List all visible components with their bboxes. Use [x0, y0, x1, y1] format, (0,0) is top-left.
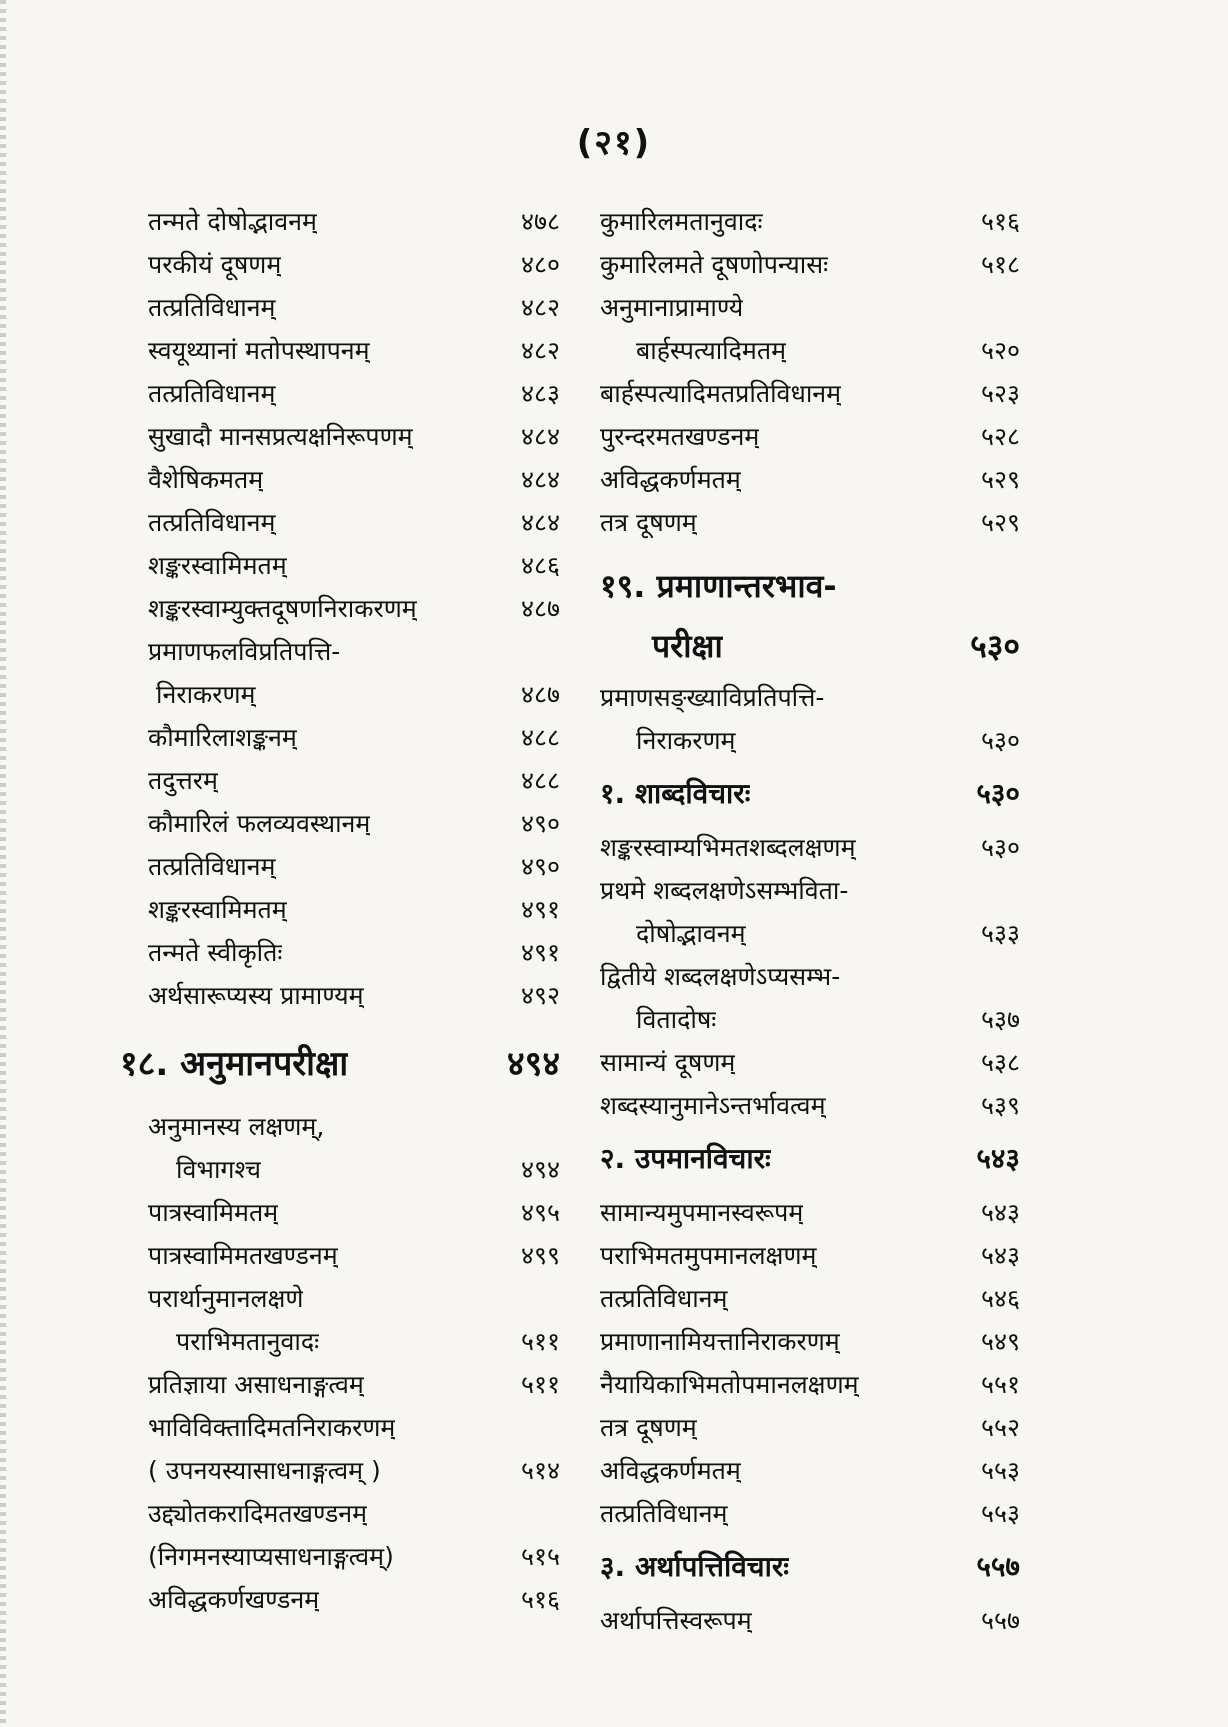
toc-entry-title: सामान्यमुपमानस्वरूपम्: [600, 1198, 804, 1227]
toc-entry-title: उद्द्योतकरादिमतखण्डनम्: [148, 1499, 368, 1528]
toc-entry-title: शब्दस्यानुमानेऽन्तर्भावत्वम्: [600, 1091, 826, 1120]
toc-entry-title: शङ्करस्वामिमतम्: [148, 551, 287, 580]
toc-entry-page: ४८७: [520, 680, 560, 709]
toc-entry-title: परार्थानुमानलक्षणे: [148, 1284, 304, 1313]
toc-entry-title: बार्हस्पत्यादिमतम्: [636, 336, 787, 365]
toc-entry: [600, 1191, 1020, 1234]
toc-entry-page: ४९१: [520, 895, 560, 924]
toc-entry-page: ४९०: [520, 852, 560, 881]
toc-entry: [120, 888, 560, 931]
toc-entry: [600, 1541, 1020, 1593]
toc-entry: [600, 1599, 1020, 1642]
toc-entry-title: अविद्धकर्णमतम्: [600, 465, 741, 494]
toc-entry-page: ५५३: [980, 1456, 1020, 1485]
toc-entry-page: ५४३: [976, 1142, 1020, 1175]
toc-entry: [120, 1234, 560, 1277]
toc-entry-page: ५४६: [980, 1284, 1020, 1313]
toc-entry-title: शङ्करस्वाम्युक्तदूषणनिराकरणम्: [148, 594, 417, 623]
toc-entry-page: ५२९: [980, 508, 1020, 537]
toc-entry-page: ५३८: [980, 1048, 1020, 1077]
toc-entry-page: ५५२: [980, 1413, 1020, 1442]
toc-entry-title: पुरन्दरमतखण्डनम्: [600, 422, 760, 451]
toc-entry-page: ५२९: [980, 465, 1020, 494]
toc-entry-page: ५३०: [980, 833, 1020, 862]
toc-entry-page: ४७८: [520, 207, 560, 236]
toc-entry: [120, 243, 560, 286]
toc-entry: [120, 1031, 560, 1097]
toc-entry-page: ४८२: [520, 293, 560, 322]
toc-entry-page: ५३९: [980, 1091, 1020, 1120]
toc-entry: [600, 286, 1020, 329]
toc-entry-title: प्रमाणानामियत्तानिराकरणम्: [600, 1327, 840, 1356]
toc-entry: [600, 826, 1020, 869]
toc-entry: [600, 768, 1020, 820]
toc-entry-title: कौमारिलं फलव्यवस्थानम्: [148, 809, 371, 838]
toc-entry: [120, 630, 560, 673]
toc-entry-title: तदुत्तरम्: [148, 766, 218, 795]
toc-left-column: [120, 200, 560, 1621]
toc-entry: [600, 458, 1020, 501]
toc-entry-title: प्रमाणफलविप्रतिपत्ति-: [148, 637, 341, 666]
toc-entry-title: बार्हस्पत्यादिमतप्रतिविधानम्: [600, 379, 842, 408]
toc-entry-title: निराकरणम्: [156, 680, 256, 709]
toc-entry: [600, 1449, 1020, 1492]
toc-entry: [600, 1406, 1020, 1449]
toc-entry-page: ५५७: [980, 1606, 1020, 1635]
toc-entry-title: १८. अनुमानपरीक्षा: [120, 1044, 349, 1084]
toc-entry-title: ( उपनयस्यासाधनाङ्गत्वम् ): [148, 1456, 381, 1485]
toc-entry-title: प्रथमे शब्दलक्षणेऽसम्भविता-: [600, 876, 849, 905]
toc-entry-title: कुमारिलमतानुवादः: [600, 207, 763, 236]
toc-entry: [120, 458, 560, 501]
toc-entry-title: अविद्धकर्णमतम्: [600, 1456, 741, 1485]
toc-entry: [600, 1084, 1020, 1127]
toc-entry: [120, 1578, 560, 1621]
toc-entry-page: ४८२: [520, 336, 560, 365]
toc-entry: [120, 673, 560, 716]
toc-entry: [120, 759, 560, 802]
toc-entry-title: कौमारिलाशङ्कनम्: [148, 723, 297, 752]
toc-entry-page: ४८६: [520, 551, 560, 580]
toc-entry: [600, 1277, 1020, 1320]
toc-entry-title: तत्प्रतिविधानम्: [600, 1284, 728, 1313]
toc-entry: [600, 1320, 1020, 1363]
toc-entry-title: शङ्करस्वाम्यभिमतशब्दलक्षणम्: [600, 833, 856, 862]
toc-entry: [600, 1133, 1020, 1185]
toc-entry: [120, 802, 560, 845]
toc-entry: [600, 556, 1020, 616]
toc-entry-page: ५१६: [980, 207, 1020, 236]
toc-entry-page: ५११: [520, 1370, 560, 1399]
toc-entry: [600, 869, 1020, 912]
toc-entry-title: अर्थापत्तिस्वरूपम्: [600, 1606, 752, 1635]
toc-entry-title: अर्थसारूप्यस्य प्रामाण्यम्: [148, 981, 364, 1010]
toc-entry-title: तत्र दूषणम्: [600, 508, 697, 537]
toc-entry: [120, 1191, 560, 1234]
toc-entry-page: ५३०: [980, 726, 1020, 755]
toc-entry: [120, 1277, 560, 1320]
toc-entry: [120, 931, 560, 974]
toc-entry-page: ५३३: [980, 919, 1020, 948]
toc-entry: [600, 1363, 1020, 1406]
toc-entry: [600, 243, 1020, 286]
toc-entry-page: ५१४: [520, 1456, 560, 1485]
toc-entry-title: भाविविक्तादिमतनिराकरणम्: [148, 1413, 396, 1442]
toc-entry: [600, 200, 1020, 243]
toc-entry-page: ४९५: [520, 1198, 560, 1227]
toc-entry-page: ४९२: [520, 981, 560, 1010]
toc-entry-title: तत्प्रतिविधानम्: [148, 508, 276, 537]
toc-entry: [120, 1406, 560, 1449]
toc-entry: [600, 912, 1020, 955]
toc-entry: [120, 501, 560, 544]
page-left-edge: [0, 0, 6, 1727]
toc-entry-title: तत्प्रतिविधानम्: [148, 852, 276, 881]
toc-entry-title: विभागश्च: [176, 1155, 262, 1184]
toc-entry-title: प्रतिज्ञाया असाधनाङ्गत्वम्: [148, 1370, 364, 1399]
toc-entry-title: नैयायिकाभिमतोपमानलक्षणम्: [600, 1370, 859, 1399]
toc-entry-title: तन्मते दोषोद्भावनम्: [148, 207, 317, 236]
toc-entry-title: सामान्यं दूषणम्: [600, 1048, 736, 1077]
page-number: (२१): [576, 123, 652, 163]
toc-entry-title: अनुमानस्य लक्षणम्,: [148, 1112, 325, 1141]
toc-entry-title: पराभिमतानुवादः: [176, 1327, 320, 1356]
toc-entry: [600, 1041, 1020, 1084]
toc-entry: [600, 501, 1020, 544]
toc-entry: [600, 372, 1020, 415]
toc-entry-title: प्रमाणसङ्ख्याविप्रतिपत्ति-: [600, 683, 825, 712]
toc-entry: [600, 415, 1020, 458]
toc-entry-page: ४८३: [520, 379, 560, 408]
toc-entry: [120, 845, 560, 888]
toc-entry-title: परीक्षा: [652, 627, 723, 665]
toc-entry-page: ५३०: [970, 627, 1020, 665]
toc-entry-page: ४८४: [520, 422, 560, 451]
toc-entry-page: ४८४: [520, 465, 560, 494]
toc-entry: [120, 286, 560, 329]
toc-entry: [600, 1492, 1020, 1535]
toc-entry-page: ४९९: [520, 1241, 560, 1270]
toc-entry-page: ५१८: [980, 250, 1020, 279]
toc-entry-page: ५३०: [976, 777, 1020, 810]
toc-entry-page: ४८०: [520, 250, 560, 279]
toc-entry-title: १. शाब्दविचारः: [600, 777, 751, 810]
toc-entry: [120, 1320, 560, 1363]
toc-entry-title: तत्प्रतिविधानम्: [148, 379, 276, 408]
toc-entry: [120, 1105, 560, 1148]
toc-entry: [600, 616, 1020, 676]
toc-entry-title: वितादोषः: [636, 1005, 717, 1034]
toc-entry-page: ५४३: [980, 1198, 1020, 1227]
toc-entry-page: ४८८: [520, 723, 560, 752]
toc-entry-page: ४८८: [520, 766, 560, 795]
toc-entry-title: ३. अर्थापत्तिविचारः: [600, 1550, 789, 1583]
toc-entry: [120, 1535, 560, 1578]
toc-entry-title: अविद्धकर्णखण्डनम्: [148, 1585, 320, 1614]
toc-entry-page: ५२८: [980, 422, 1020, 451]
toc-entry-title: तत्प्रतिविधानम्: [148, 293, 276, 322]
toc-entry-title: २. उपमानविचारः: [600, 1142, 771, 1175]
toc-entry-page: ५५१: [980, 1370, 1020, 1399]
toc-entry-title: पात्रस्वामिमतम्: [148, 1198, 279, 1227]
toc-entry-page: ५५३: [980, 1499, 1020, 1528]
toc-entry-title: तत्प्रतिविधानम्: [600, 1499, 728, 1528]
toc-entry-title: वैशेषिकमतम्: [148, 465, 264, 494]
toc-entry: [600, 955, 1020, 998]
toc-entry: [120, 1363, 560, 1406]
toc-entry: [120, 716, 560, 759]
toc-entry: [120, 1492, 560, 1535]
toc-entry: [120, 1449, 560, 1492]
toc-entry-title: शङ्करस्वामिमतम्: [148, 895, 287, 924]
toc-entry: [120, 974, 560, 1017]
toc-entry-title: परकीयं दूषणम्: [148, 250, 282, 279]
toc-entry-page: ४८७: [520, 594, 560, 623]
toc-entry: [600, 676, 1020, 719]
toc-entry-page: ५१५: [520, 1542, 560, 1571]
toc-entry: [120, 329, 560, 372]
toc-right-column: [600, 200, 1020, 1642]
toc-entry: [120, 587, 560, 630]
toc-entry-title: द्वितीये शब्दलक्षणेऽप्यसम्भ-: [600, 962, 841, 991]
toc-entry-page: ५२०: [980, 336, 1020, 365]
toc-entry-title: अनुमानाप्रामाण्ये: [600, 293, 744, 322]
toc-entry-title: तत्र दूषणम्: [600, 1413, 697, 1442]
toc-entry-page: ४९०: [520, 809, 560, 838]
toc-entry-page: ५३७: [980, 1005, 1020, 1034]
toc-entry-title: पराभिमतमुपमानलक्षणम्: [600, 1241, 817, 1270]
toc-entry: [120, 1148, 560, 1191]
toc-entry: [600, 1234, 1020, 1277]
toc-entry: [120, 372, 560, 415]
toc-entry: [120, 544, 560, 587]
toc-entry-title: स्वयूथ्यानां मतोपस्थापनम्: [148, 336, 370, 365]
toc-entry-title: १९. प्रमाणान्तरभाव-: [600, 567, 837, 605]
toc-entry-page: ५४३: [980, 1241, 1020, 1270]
toc-entry: [600, 329, 1020, 372]
toc-entry-title: पात्रस्वामिमतखण्डनम्: [148, 1241, 338, 1270]
toc-entry-page: ४९१: [520, 938, 560, 967]
toc-entry-title: निराकरणम्: [636, 726, 736, 755]
toc-entry-title: कुमारिलमते दूषणोपन्यासः: [600, 250, 829, 279]
toc-entry-page: ४९४: [520, 1155, 560, 1184]
toc-entry-page: ५११: [520, 1327, 560, 1356]
toc-entry-page: ४९४: [506, 1044, 560, 1084]
toc-entry-page: ५५७: [976, 1550, 1020, 1583]
toc-entry-title: सुखादौ मानसप्रत्यक्षनिरूपणम्: [148, 422, 413, 451]
toc-entry-title: तन्मते स्वीकृतिः: [148, 938, 283, 967]
toc-entry-page: ४८४: [520, 508, 560, 537]
toc-entry: [120, 200, 560, 243]
toc-entry: [120, 415, 560, 458]
toc-entry: [600, 998, 1020, 1041]
toc-entry-page: ५१६: [520, 1585, 560, 1614]
toc-entry-title: (निगमनस्याप्यसाधनाङ्गत्वम्): [148, 1542, 394, 1571]
toc-entry-title: दोषोद्भावनम्: [636, 919, 746, 948]
toc-entry-page: ५४९: [980, 1327, 1020, 1356]
toc-entry-page: ५२३: [980, 379, 1020, 408]
toc-entry: [600, 719, 1020, 762]
